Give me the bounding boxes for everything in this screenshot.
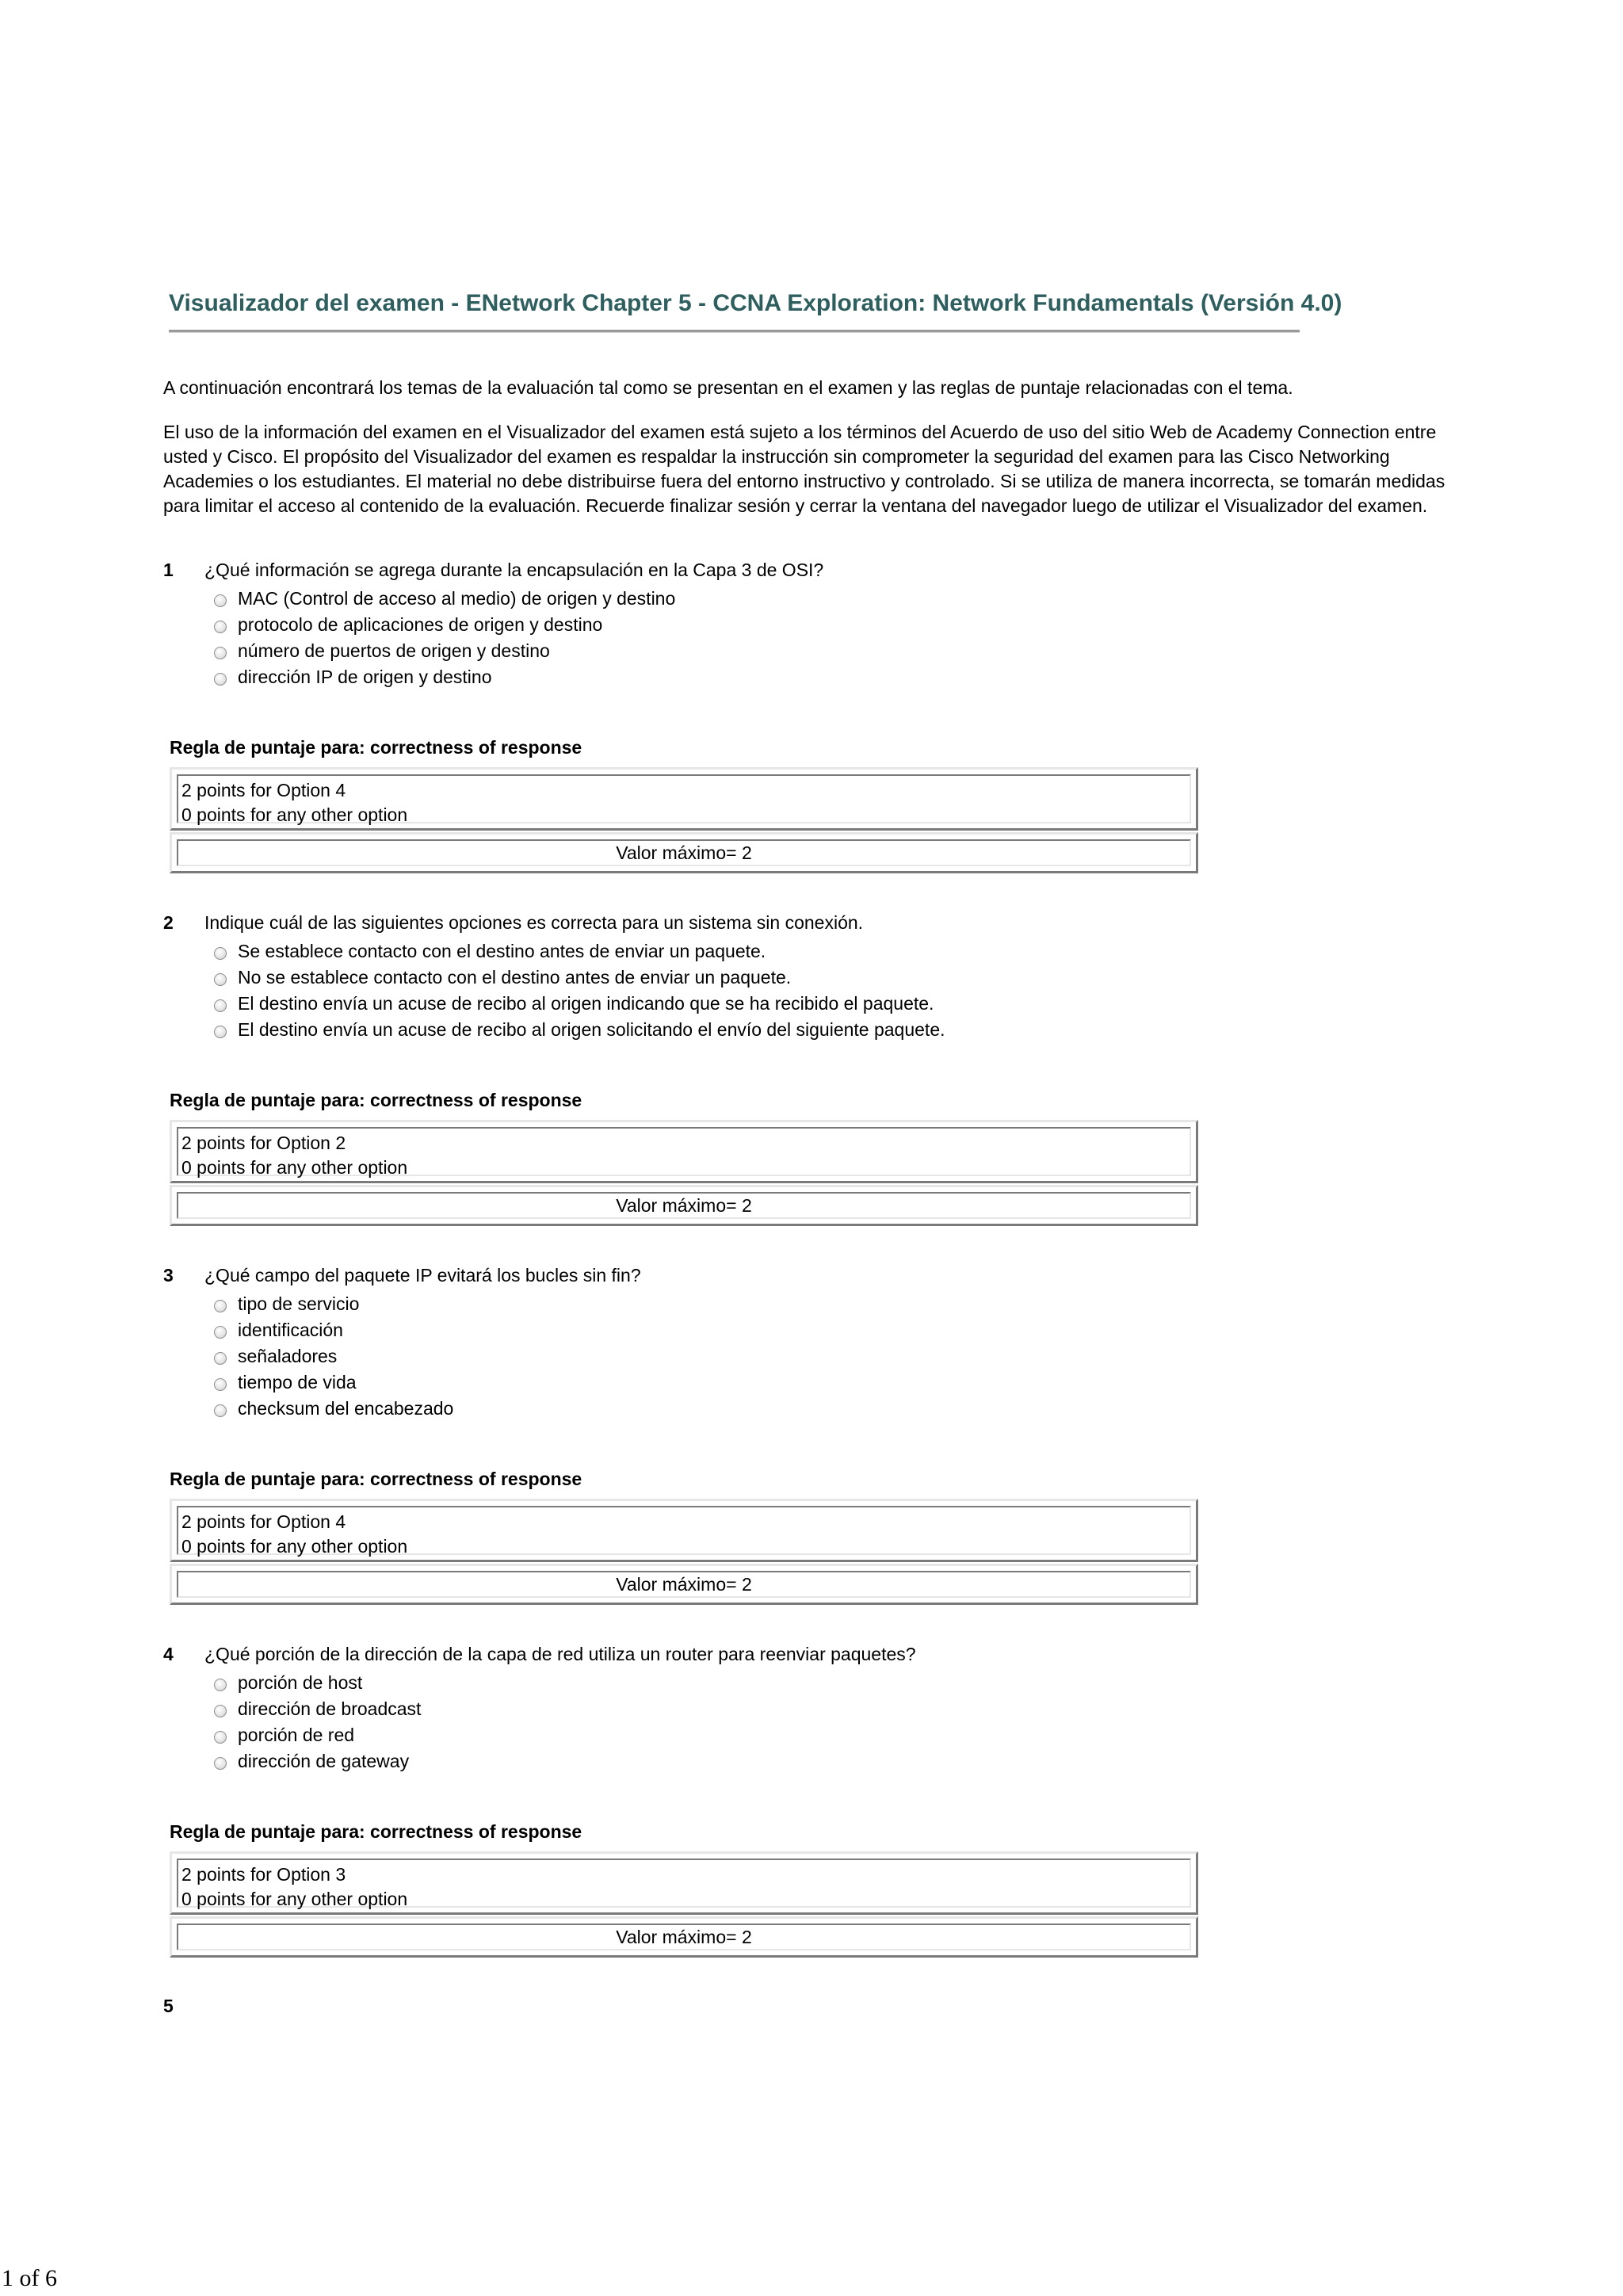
answer-option-2[interactable]	[214, 1696, 421, 1722]
question-text: ¿Qué porción de la dirección de la capa de red utiliza un router para reenviar paquetes?	[204, 1644, 916, 1664]
radio-button[interactable]	[214, 594, 227, 607]
radio-button[interactable]	[214, 1300, 227, 1312]
radio-button[interactable]	[214, 947, 227, 960]
max-value: Valor máximo= 2	[177, 1571, 1191, 1598]
radio-button[interactable]	[214, 1378, 227, 1391]
scoring-rule-box	[170, 1499, 1198, 1562]
max-value: Valor máximo= 2	[177, 1924, 1191, 1950]
question-number: 2	[163, 912, 174, 933]
score-line: 2 points for Option 2	[181, 1133, 346, 1153]
option-label: tiempo de vida	[238, 1372, 357, 1392]
option-label: identificación	[238, 1320, 343, 1340]
option-label: señaladores	[238, 1346, 338, 1366]
option-label: Se establece contacto con el destino antes de enviar un paquete.	[238, 941, 766, 961]
radio-button[interactable]	[214, 1757, 227, 1770]
answer-option-4[interactable]	[214, 1370, 453, 1396]
options-list	[214, 938, 945, 1043]
page-title: Visualizador del examen - ENetwork Chapter 5 - CCNA Exploration: Network Fundamentals (Versión 4.0)	[169, 290, 1342, 316]
option-label: número de puertos de origen y destino	[238, 640, 550, 661]
usage-notice: El uso de la información del examen en el Visualizador del examen está sujeto a los términos del Acuerdo de uso del sitio Web de Academy Connection entre usted y Cisco. El propósito del Visualizador del examen es respaldar la instrucción sin comprometer la seguridad del examen para las Cisco Networking Academies o los estudiantes. El material no debe distribuirse fuera del entorno instructivo y controlado. Si se utiliza de manera incorrecta, se tomarán medidas para limitar el acceso al contenido de la evaluación. Recuerde finalizar sesión y cerrar la ventana del navegador luego de utilizar el Visualizador del examen.	[163, 422, 1445, 516]
page-indicator: 1 of 6	[2, 2265, 57, 2291]
scoring-rule-box	[170, 1120, 1198, 1183]
answer-option-2[interactable]	[214, 1317, 453, 1343]
radio-button[interactable]	[214, 999, 227, 1012]
radio-button[interactable]	[214, 1679, 227, 1691]
question-number: 5	[163, 1996, 174, 2016]
max-value-box	[170, 1916, 1198, 1958]
question-number: 4	[163, 1644, 174, 1664]
score-line: 0 points for any other option	[181, 1157, 408, 1178]
radio-button[interactable]	[214, 647, 227, 659]
title-divider	[169, 330, 1300, 333]
question-text: ¿Qué campo del paquete IP evitará los bucles sin fin?	[204, 1265, 641, 1286]
answer-option-1[interactable]	[214, 586, 675, 612]
option-label: No se establece contacto con el destino antes de enviar un paquete.	[238, 967, 792, 988]
options-list	[214, 1291, 453, 1422]
answer-option-3[interactable]	[214, 991, 945, 1017]
max-value-box	[170, 1564, 1198, 1605]
options-list	[214, 586, 675, 690]
option-label: dirección de broadcast	[238, 1698, 422, 1719]
option-label: tipo de servicio	[238, 1293, 360, 1314]
radio-button[interactable]	[214, 1731, 227, 1744]
answer-option-2[interactable]	[214, 612, 675, 638]
option-label: checksum del encabezado	[238, 1398, 454, 1419]
options-list	[214, 1670, 421, 1775]
score-line: 0 points for any other option	[181, 804, 408, 825]
radio-button[interactable]	[214, 973, 227, 986]
option-label: MAC (Control de acceso al medio) de origen y destino	[238, 588, 676, 609]
answer-option-4[interactable]	[214, 664, 675, 690]
answer-option-2[interactable]	[214, 965, 945, 991]
radio-button[interactable]	[214, 673, 227, 686]
answer-option-3[interactable]	[214, 1343, 453, 1370]
intro-text: A continuación encontrará los temas de la evaluación tal como se presentan en el examen y las reglas de puntaje relacionadas con el tema.	[163, 377, 1293, 398]
max-value: Valor máximo= 2	[177, 839, 1191, 866]
max-value-box	[170, 832, 1198, 873]
option-label: El destino envía un acuse de recibo al origen solicitando el envío del siguiente paquete.	[238, 1019, 945, 1040]
radio-button[interactable]	[214, 1026, 227, 1038]
question-number: 3	[163, 1265, 174, 1286]
score-line: 2 points for Option 3	[181, 1864, 346, 1885]
scoring-rule-heading: Regla de puntaje para: correctness of response	[170, 1469, 582, 1489]
answer-option-1[interactable]	[214, 1291, 453, 1317]
scoring-rule-heading: Regla de puntaje para: correctness of response	[170, 1821, 582, 1842]
question-text: ¿Qué información se agrega durante la encapsulación en la Capa 3 de OSI?	[204, 560, 824, 580]
score-line: 2 points for Option 4	[181, 780, 346, 800]
question-number: 1	[163, 560, 174, 580]
answer-option-1[interactable]	[214, 938, 945, 965]
option-label: El destino envía un acuse de recibo al origen indicando que se ha recibido el paquete.	[238, 993, 934, 1014]
max-value-box	[170, 1185, 1198, 1226]
radio-button[interactable]	[214, 1352, 227, 1365]
radio-button[interactable]	[214, 1404, 227, 1417]
option-label: protocolo de aplicaciones de origen y destino	[238, 614, 603, 635]
score-line: 2 points for Option 4	[181, 1511, 346, 1532]
answer-option-5[interactable]	[214, 1396, 453, 1422]
radio-button[interactable]	[214, 621, 227, 633]
score-line: 0 points for any other option	[181, 1889, 408, 1909]
option-label: dirección de gateway	[238, 1751, 410, 1771]
answer-option-3[interactable]	[214, 1722, 421, 1748]
option-label: dirección IP de origen y destino	[238, 667, 492, 687]
scoring-rule-box	[170, 1851, 1198, 1915]
scoring-rule-box	[170, 767, 1198, 831]
radio-button[interactable]	[214, 1705, 227, 1717]
question-text: Indique cuál de las siguientes opciones es correcta para un sistema sin conexión.	[204, 912, 864, 933]
score-line: 0 points for any other option	[181, 1536, 408, 1557]
option-label: porción de red	[238, 1725, 355, 1745]
answer-option-3[interactable]	[214, 638, 675, 664]
answer-option-4[interactable]	[214, 1748, 421, 1775]
option-label: porción de host	[238, 1672, 363, 1693]
max-value: Valor máximo= 2	[177, 1192, 1191, 1219]
answer-option-1[interactable]	[214, 1670, 421, 1696]
scoring-rule-heading: Regla de puntaje para: correctness of response	[170, 1090, 582, 1110]
radio-button[interactable]	[214, 1326, 227, 1339]
answer-option-4[interactable]	[214, 1017, 945, 1043]
scoring-rule-heading: Regla de puntaje para: correctness of response	[170, 737, 582, 758]
